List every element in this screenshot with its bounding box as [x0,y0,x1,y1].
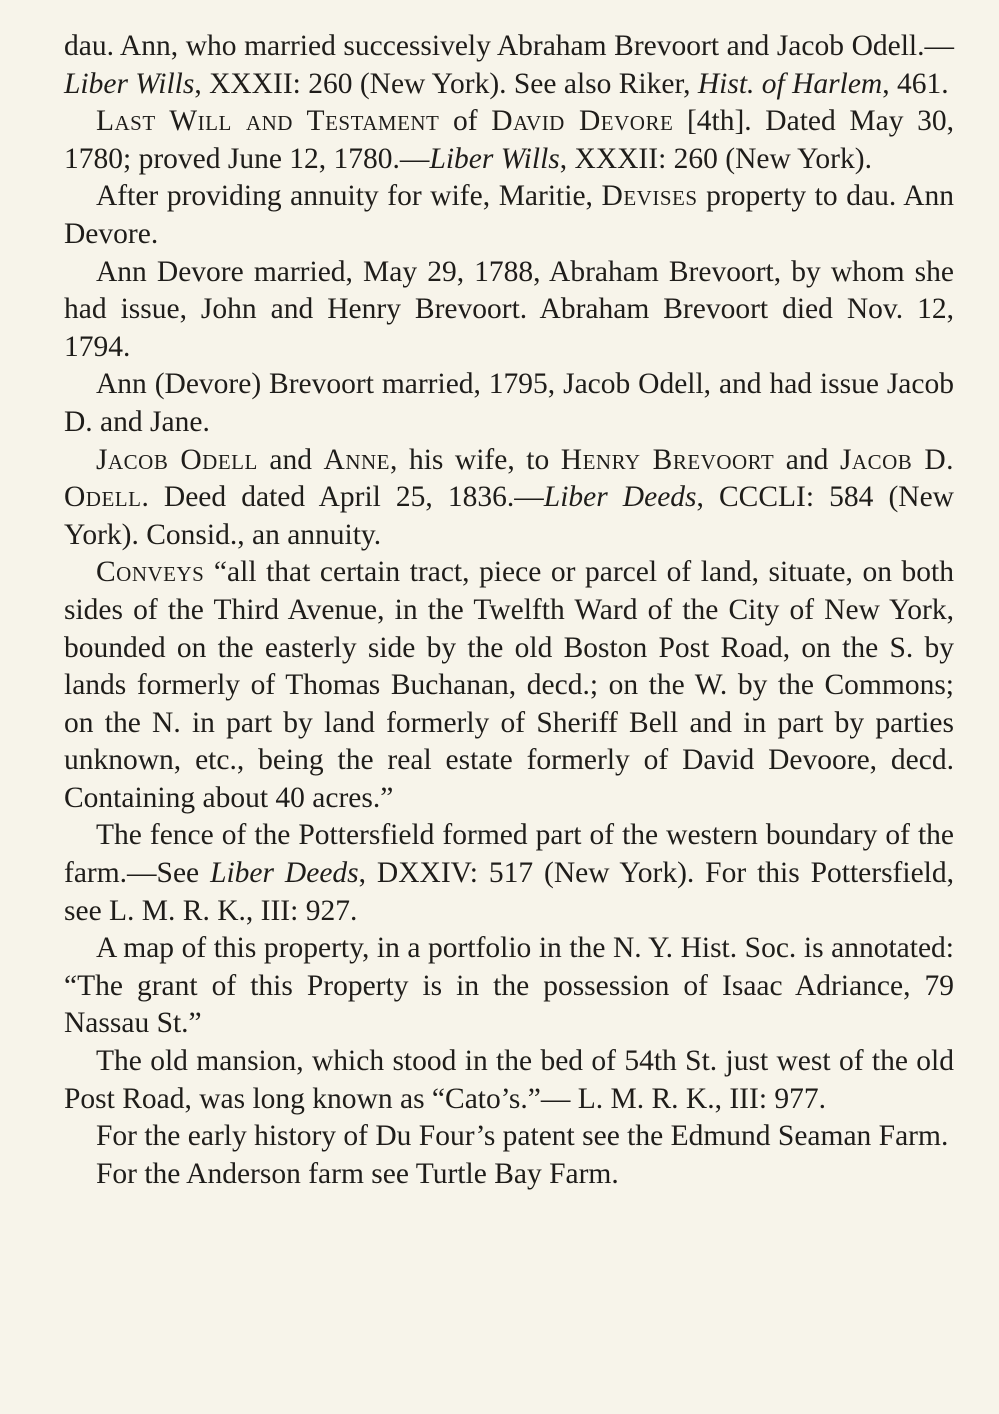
paragraph [64,1118,954,1156]
italic-citation: Liber Deeds [543,481,697,514]
paragraph [64,366,954,441]
text-run: Ann (Devore) Brevoort married, 1795, Jacob Odell, and had issue Jacob D. and Jane. [64,368,954,438]
paragraph [64,254,954,367]
text-run: and [257,443,324,476]
text-run: Ann Devore married, May 29, 1788, Abraham Brevoort, by whom she had issue, John and Henry Brevoort. Abraham Brevoort died Nov. 12, 1794. [64,255,954,363]
text-run: and [774,443,840,476]
text-run: After providing annuity for wife, Maritie, [96,180,602,213]
paragraph [64,103,954,178]
small-caps-text: Last Will and Testament [96,105,440,138]
paragraph [64,554,954,817]
small-caps-text: Jacob D. Odell [64,443,954,514]
paragraph [64,1043,954,1118]
text-run: , CCCLI: 584 (New York). Consid., an annuity. [64,481,954,551]
text-run: “all that certain tract, piece or parcel of land, situate, on both sides of the Third Avenue, in the Twelfth Ward of the City of New York, bounded on the easterly side by the old Boston Post Road, on the S. by lands formerly of Thomas Buchanan, decd.; on the W. by the Commons; on the N. in part by land formerly of Sheriff Bell and in part by parties unknown, etc., being the real estate formerly of David Devoore, decd. Containing about 40 acres.” [64,556,954,814]
paragraph [64,178,954,253]
paragraph [64,442,954,555]
italic-citation: Liber Deeds [210,857,359,890]
italic-citation: Liber Wills [429,142,560,175]
italic-citation: Liber Wills [64,67,195,100]
small-caps-text: Conveys [96,556,205,589]
text-run: For the Anderson farm see Turtle Bay Farm. [96,1157,619,1190]
text-run: , his wife, to [390,443,561,476]
paragraph [64,1156,954,1194]
text-run: , 461. [882,67,949,100]
text-run: , XXXII: 260 (New York). See also Riker, [194,67,698,100]
text-run: [4th]. Dated May 30, 1780; proved June 12, 1780.— [64,105,954,175]
text-run: of [439,105,492,138]
small-caps-text: David Devore [491,105,674,138]
paragraph [64,817,954,930]
italic-citation: Hist. of Harlem [697,67,883,100]
text-run: property to dau. Ann Devore. [64,180,954,250]
text-run: , XXXII: 260 (New York). [559,142,872,175]
paragraph [64,28,954,103]
small-caps-text: Henry Brevoort [560,443,775,476]
small-caps-text: Anne [323,443,391,476]
text-run: A map of this property, in a portfolio in the N. Y. Hist. Soc. is annotated: “The grant of this Property is in the possession of Isaac Adriance, 79 Nassau St.” [64,932,954,1040]
small-caps-text: Jacob Odell [96,443,258,476]
text-run: The fence of the Pottersfield formed part of the western boundary of the farm.—See [64,819,954,890]
text-run: dau. Ann, who married successively Abraham Brevoort and Jacob Odell.— [64,30,954,62]
text-run: , DXXIV: 517 (New York). For this Pottersfield, see L. M. R. K., III: 927. [64,857,954,927]
document-page [64,28,954,1193]
small-caps-text: Devises [601,180,698,213]
paragraph [64,930,954,1043]
text-run: . Deed dated April 25, 1836.— [141,481,544,514]
text-run: For the early history of Du Four’s patent see the Edmund Seaman Farm. [96,1120,949,1153]
text-run: The old mansion, which stood in the bed of 54th St. just west of the old Post Road, was long known as “Cato’s.”— L. M. R. K., III: 977. [64,1045,954,1115]
